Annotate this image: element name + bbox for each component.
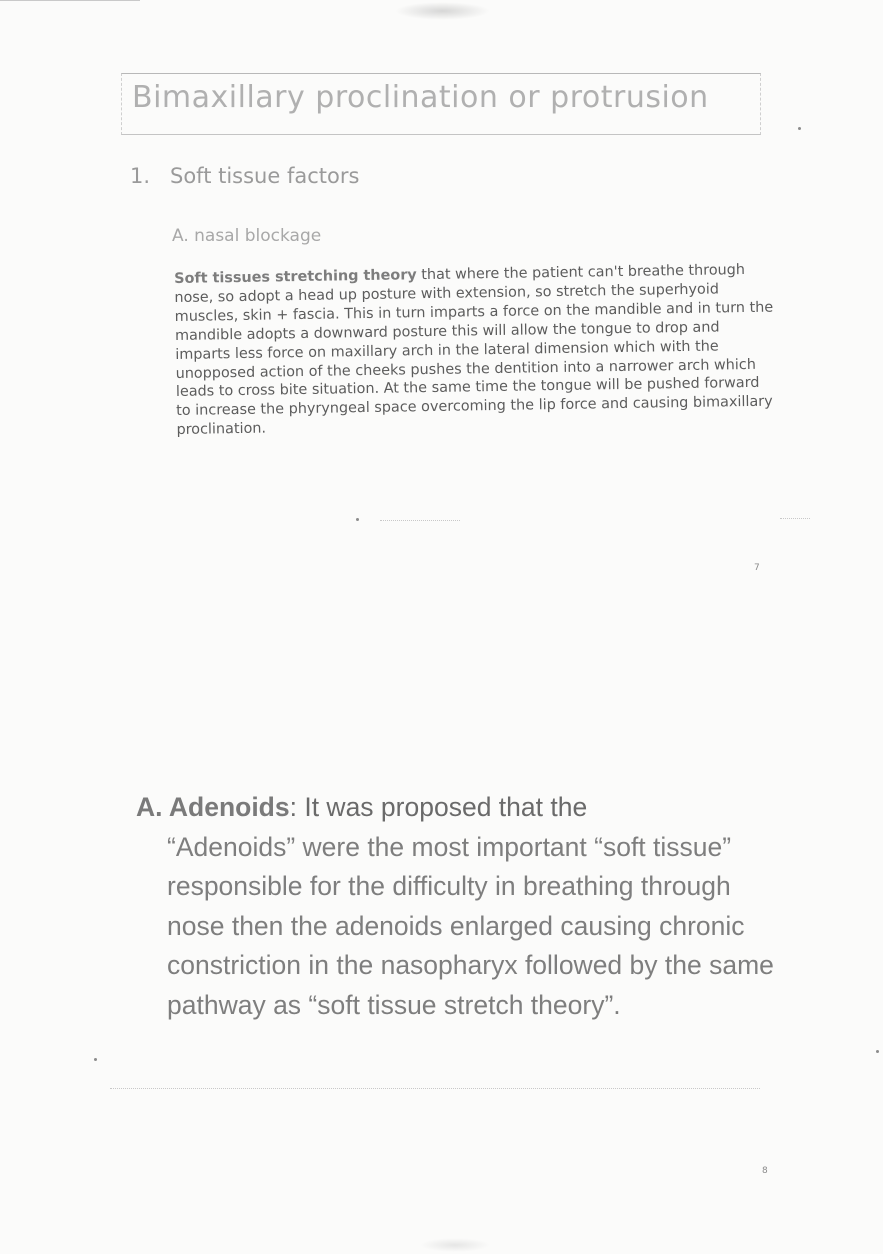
scan-speck bbox=[94, 1058, 97, 1061]
adenoids-first-line: It was proposed that the bbox=[296, 792, 588, 822]
scan-speck bbox=[876, 1050, 879, 1053]
scan-artifact-line bbox=[780, 518, 810, 520]
scan-artifact-line bbox=[380, 520, 460, 522]
page-number-1: 7 bbox=[754, 563, 760, 573]
scan-smudge-bottom bbox=[420, 1238, 490, 1252]
adenoids-colon: : bbox=[289, 792, 297, 822]
scan-speck bbox=[798, 127, 801, 130]
scan-smudge-top bbox=[395, 2, 490, 20]
adenoids-lead: A. Adenoids bbox=[136, 792, 290, 822]
section-heading-text: Soft tissue factors bbox=[170, 164, 360, 188]
page-number-2: 8 bbox=[762, 1166, 768, 1176]
page-title: Bimaxillary proclination or protrusion bbox=[132, 80, 709, 115]
paragraph-text: that where the patient can't breathe through nose, so adopt a head up posture with extension, so stretch the superhyoid muscles, skin + fascia. This in turn imparts a force on the mandible and in turn the mandible adopts a downward posture this will allow the tongue to drop and imparts less force on maxillary arch in the lateral dimension which with the unopposed action of the cheeks pushes the dentition into a narrower arch which leads to cross bite situation. At the same time the tongue will be pushed forward to increase the phyryngeal space overcoming the lip force and causing bimaxillary proclination. bbox=[174, 262, 774, 439]
adenoids-body: “Adenoids” were the most important “soft tissue” responsible for the difficulty in breathing through nose then the adenoids enlarged causing chronic constriction in the nasopharyx followed by the same pathway as “soft tissue stretch theory”. bbox=[167, 831, 774, 1020]
nasal-blockage-paragraph bbox=[174, 261, 777, 441]
scan-edge bbox=[0, 0, 140, 1]
scan-speck bbox=[356, 518, 359, 521]
adenoids-paragraph bbox=[136, 788, 786, 1025]
section-heading bbox=[130, 164, 359, 188]
scan-artifact-line bbox=[110, 1088, 760, 1090]
paragraph-lead: Soft tissues stretching theory bbox=[174, 267, 417, 287]
section-number: 1. bbox=[130, 164, 151, 188]
subsection-heading: A. nasal blockage bbox=[172, 226, 322, 246]
